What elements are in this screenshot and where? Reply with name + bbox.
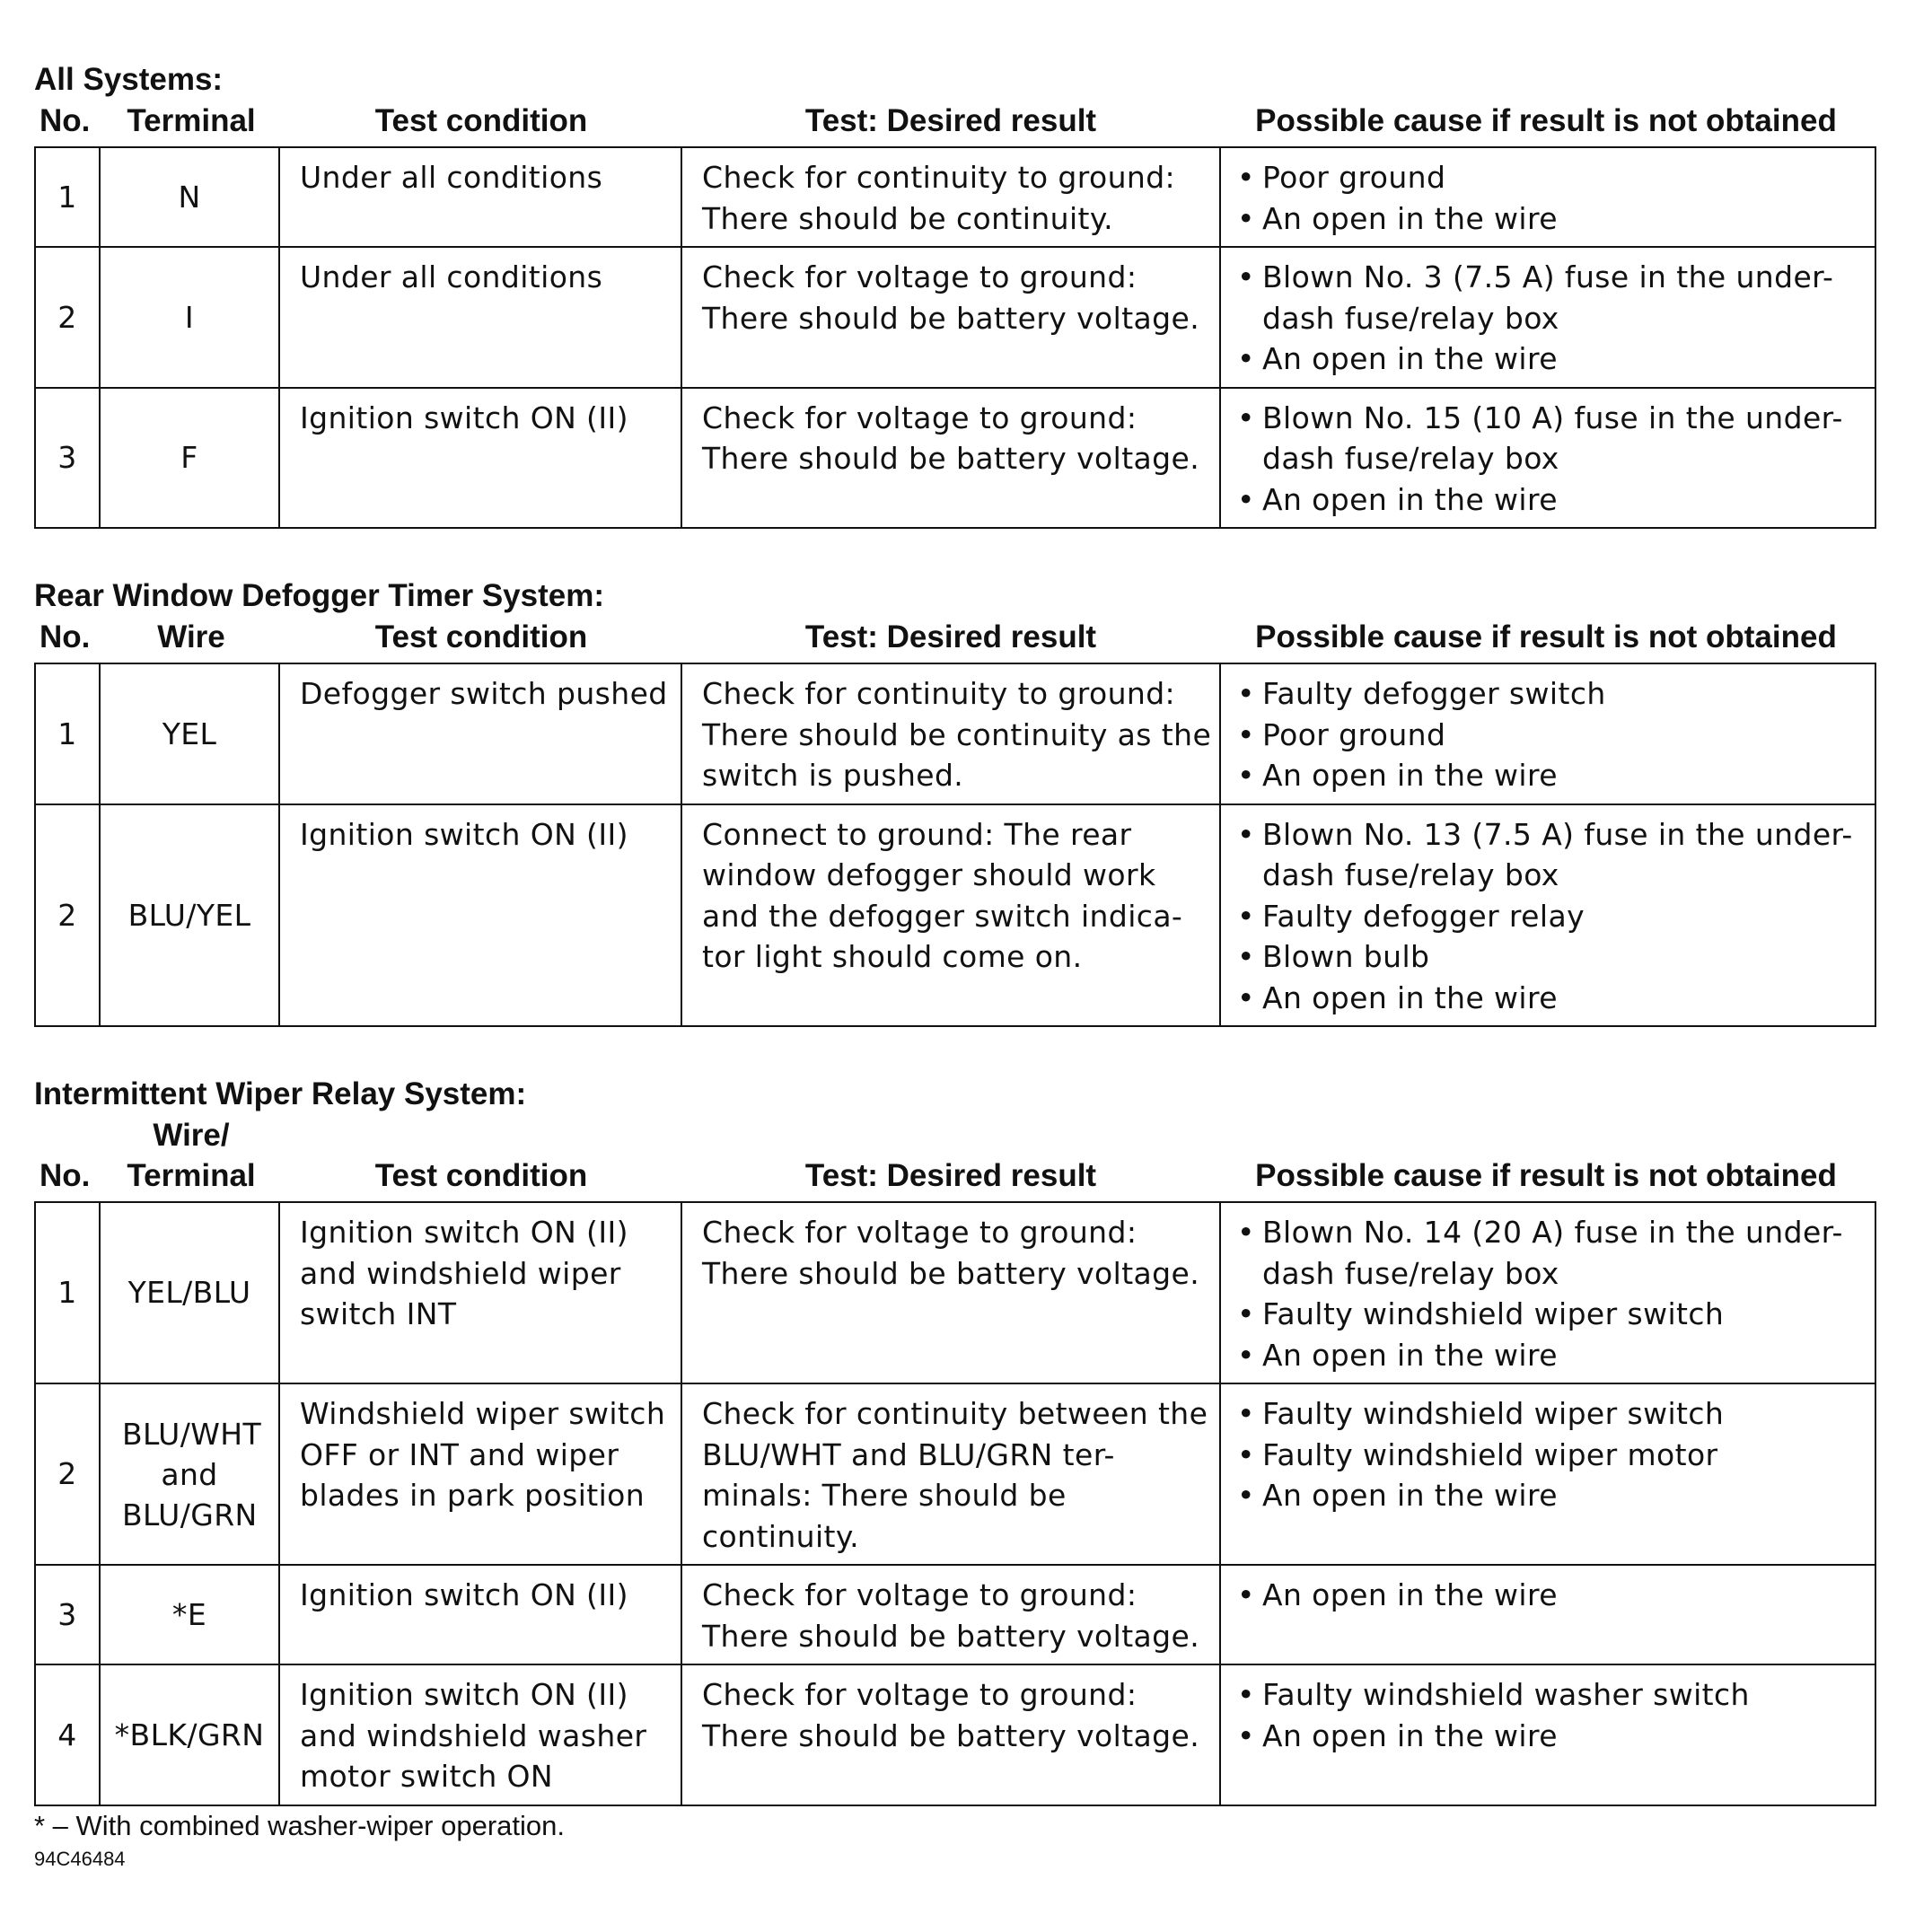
- table-row: [35, 247, 1875, 388]
- header-result: Test: Desired result: [804, 103, 1097, 138]
- table-row: [35, 388, 1875, 529]
- header-result: Test: Desired result: [804, 619, 1097, 654]
- row-number: 1: [35, 147, 100, 247]
- cause-item: • Faulty windshield wiper switch: [1237, 1294, 1869, 1335]
- test-table: [34, 663, 1876, 1027]
- section-rear-window-defogger: [34, 577, 1875, 1027]
- column-headers: [34, 1115, 1875, 1196]
- row-causes: [1220, 663, 1875, 804]
- row-result: Check for continuity to ground: There should be continuity as the switch is pushed.: [681, 663, 1220, 804]
- cause-item: • An open in the wire: [1237, 1475, 1869, 1516]
- cause-item: • An open in the wire: [1237, 1575, 1869, 1616]
- row-result: Check for voltage to ground: There should be battery voltage.: [681, 247, 1220, 388]
- row-wire: BLU/YEL: [100, 804, 279, 1027]
- cause-item: • Blown bulb: [1237, 936, 1869, 978]
- row-result: Check for voltage to ground: There should be battery voltage.: [681, 388, 1220, 529]
- row-causes: [1220, 1565, 1875, 1664]
- row-terminal: *BLK/GRN: [100, 1664, 279, 1805]
- row-condition: Ignition switch ON (II): [279, 1565, 681, 1664]
- row-number: 2: [35, 247, 100, 388]
- document-page: [34, 61, 1875, 1806]
- row-terminal: N: [100, 147, 279, 247]
- terminal-line: BLU/WHT and BLU/GRN: [122, 1416, 262, 1532]
- test-table: [34, 146, 1876, 529]
- table-row: [35, 1202, 1875, 1383]
- section-all-systems: [34, 61, 1875, 529]
- table-row: [35, 1664, 1875, 1805]
- row-terminal: I: [100, 247, 279, 388]
- cause-item: • Faulty defogger switch: [1237, 673, 1869, 715]
- section-title: Intermittent Wiper Relay System:: [34, 1076, 527, 1111]
- header-wire-line: Wire/: [153, 1118, 230, 1153]
- row-causes: [1220, 247, 1875, 388]
- row-number: 1: [35, 1202, 100, 1383]
- header-terminal: Terminal: [127, 103, 256, 138]
- row-causes: [1220, 804, 1875, 1027]
- test-table: [34, 1201, 1876, 1806]
- table-row: [35, 804, 1875, 1027]
- section-title: All Systems:: [34, 62, 224, 97]
- cause-item: • An open in the wire: [1237, 978, 1869, 1019]
- row-result: Check for continuity between the BLU/WHT and BLU/GRN ter-minals: There should be continuity.: [681, 1383, 1220, 1565]
- column-headers: [34, 617, 1875, 657]
- row-terminal: [100, 1383, 279, 1565]
- header-no: No.: [40, 1158, 91, 1193]
- header-cause: Possible cause if result is not obtained: [1255, 619, 1837, 654]
- row-number: 3: [35, 1565, 100, 1664]
- row-terminal: YEL/BLU: [100, 1202, 279, 1383]
- header-wire: Wire: [157, 619, 225, 654]
- table-row: [35, 663, 1875, 804]
- header-condition: Test condition: [374, 103, 588, 138]
- row-number: 1: [35, 663, 100, 804]
- header-condition: Test condition: [374, 1158, 588, 1193]
- table-row: [35, 147, 1875, 247]
- row-condition: Ignition switch ON (II) and windshield wiper switch INT: [279, 1202, 681, 1383]
- row-causes: [1220, 1664, 1875, 1805]
- cause-item: • Blown No. 3 (7.5 A) fuse in the under-dash fuse/relay box: [1237, 257, 1869, 338]
- section-intermittent-wiper-relay: [34, 1076, 1875, 1806]
- row-result: Connect to ground: The rear window defogger should work and the defogger switch indica-tor light should come on.: [681, 804, 1220, 1027]
- cause-item: • Faulty defogger relay: [1237, 896, 1869, 937]
- cause-item: • Blown No. 13 (7.5 A) fuse in the under-dash fuse/relay box: [1237, 814, 1869, 896]
- row-result: Check for voltage to ground: There should be battery voltage.: [681, 1664, 1220, 1805]
- row-condition: Ignition switch ON (II): [279, 804, 681, 1027]
- cause-item: • An open in the wire: [1237, 338, 1869, 380]
- row-number: 2: [35, 804, 100, 1027]
- row-condition: Defogger switch pushed: [279, 663, 681, 804]
- row-condition: Ignition switch ON (II) and windshield washer motor switch ON: [279, 1664, 681, 1805]
- cause-item: • An open in the wire: [1237, 1716, 1869, 1757]
- cause-item: • An open in the wire: [1237, 198, 1869, 240]
- header-wire-terminal: [102, 1115, 280, 1196]
- section-title: Rear Window Defogger Timer System:: [34, 578, 605, 613]
- row-result: Check for continuity to ground: There should be continuity.: [681, 147, 1220, 247]
- row-terminal: F: [100, 388, 279, 529]
- row-causes: [1220, 1202, 1875, 1383]
- header-cause: Possible cause if result is not obtained: [1255, 1158, 1837, 1193]
- row-number: 3: [35, 388, 100, 529]
- table-row: [35, 1383, 1875, 1565]
- cause-item: • Blown No. 14 (20 A) fuse in the under-dash fuse/relay box: [1237, 1212, 1869, 1294]
- header-no: No.: [40, 619, 91, 654]
- row-number: 2: [35, 1383, 100, 1565]
- row-condition: Under all conditions: [279, 147, 681, 247]
- cause-item: • An open in the wire: [1237, 1335, 1869, 1376]
- footnote: * – With combined washer-wiper operation.: [34, 1810, 565, 1841]
- figure-id: 94C46484: [34, 1848, 126, 1870]
- row-condition: Ignition switch ON (II): [279, 388, 681, 529]
- table-row: [35, 1565, 1875, 1664]
- row-result: Check for voltage to ground: There should be battery voltage.: [681, 1565, 1220, 1664]
- cause-item: • An open in the wire: [1237, 755, 1869, 796]
- row-number: 4: [35, 1664, 100, 1805]
- cause-item: • Poor ground: [1237, 157, 1869, 198]
- header-terminal-line: Terminal: [127, 1158, 256, 1193]
- row-condition: Windshield wiper switch OFF or INT and wiper blades in park position: [279, 1383, 681, 1565]
- cause-item: • Blown No. 15 (10 A) fuse in the under-dash fuse/relay box: [1237, 398, 1869, 479]
- header-no: No.: [40, 103, 91, 138]
- cause-item: • Faulty windshield wiper switch: [1237, 1393, 1869, 1435]
- cause-item: • Faulty windshield wiper motor: [1237, 1435, 1869, 1476]
- row-result: Check for voltage to ground: There should be battery voltage.: [681, 1202, 1220, 1383]
- row-causes: [1220, 388, 1875, 529]
- row-causes: [1220, 1383, 1875, 1565]
- cause-item: • An open in the wire: [1237, 479, 1869, 521]
- cause-item: • Faulty windshield washer switch: [1237, 1674, 1869, 1716]
- header-cause: Possible cause if result is not obtained: [1255, 103, 1837, 138]
- row-terminal: *E: [100, 1565, 279, 1664]
- column-headers: [34, 101, 1875, 141]
- row-wire: YEL: [100, 663, 279, 804]
- row-condition: Under all conditions: [279, 247, 681, 388]
- header-result: Test: Desired result: [804, 1158, 1097, 1193]
- cause-item: • Poor ground: [1237, 715, 1869, 756]
- header-condition: Test condition: [374, 619, 588, 654]
- row-causes: [1220, 147, 1875, 247]
